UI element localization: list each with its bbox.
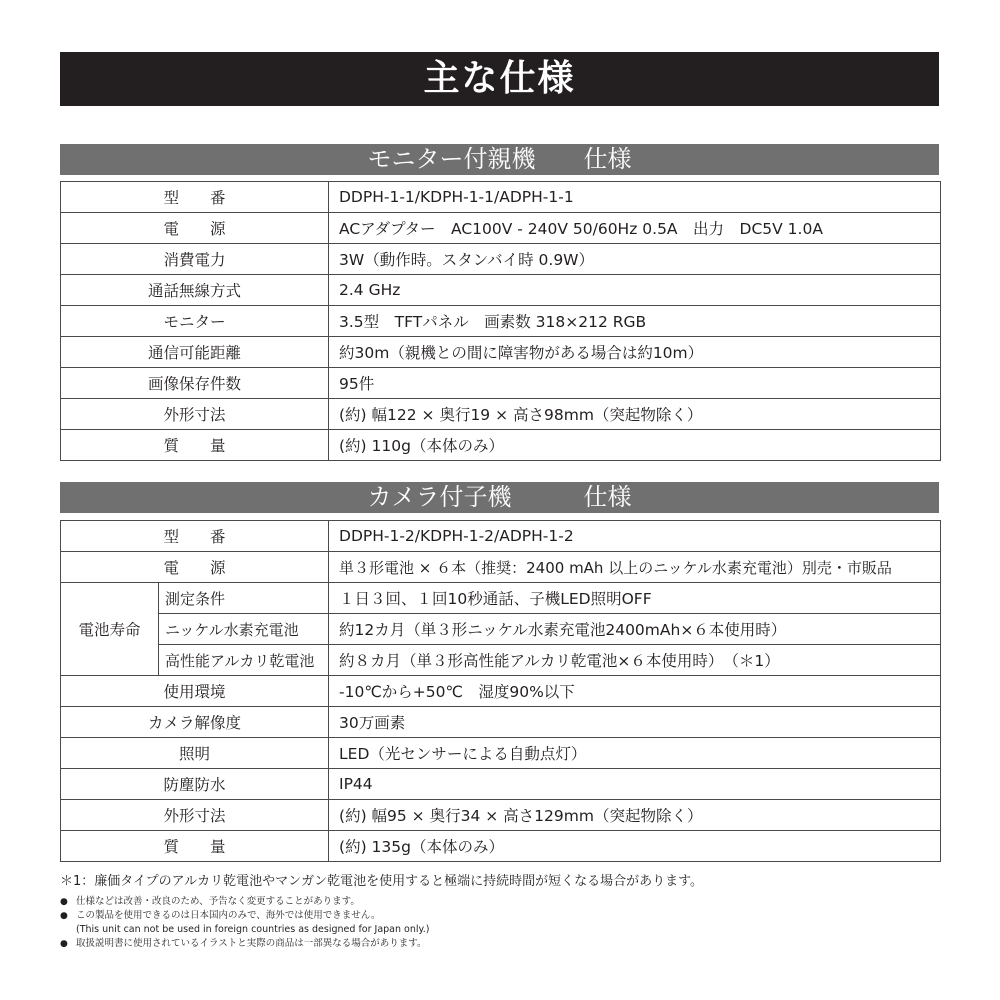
table-row — [61, 182, 941, 213]
table-row — [61, 769, 941, 800]
spec-value: IP44 — [329, 769, 941, 800]
table-row — [61, 583, 941, 614]
table-row — [61, 213, 941, 244]
table-row — [61, 368, 941, 399]
spec-label: 画像保存件数 — [61, 368, 329, 399]
spec-label: 外形寸法 — [61, 800, 329, 831]
spec-value: (約) 135g（本体のみ） — [329, 831, 941, 862]
monitor-spec-table — [60, 181, 941, 461]
spec-value: 約30m（親機との間に障害物がある場合は約10m） — [329, 337, 941, 368]
spec-label: 外形寸法 — [61, 399, 329, 430]
spec-sublabel: 測定条件 — [159, 583, 329, 614]
spec-value: 3.5型 TFTパネル 画素数 318×212 RGB — [329, 306, 941, 337]
spec-value: 約８カ月（単３形高性能アルカリ乾電池×６本使用時） （＊1） — [329, 645, 941, 676]
spec-label: 通信可能距離 — [61, 337, 329, 368]
spec-value: -10℃から+50℃ 湿度90%以下 — [329, 676, 941, 707]
table-row — [61, 521, 941, 552]
spec-value: １日３回、１回10秒通話、子機LED照明OFF — [329, 583, 941, 614]
spec-value: 単３形電池 × ６本（推奨：2400 mAh 以上のニッケル水素充電池）別売・市販品 — [329, 552, 941, 583]
spec-label: 質 量 — [61, 430, 329, 461]
spec-label: 防塵防水 — [61, 769, 329, 800]
table-row — [61, 430, 941, 461]
note-item — [60, 923, 430, 937]
camera-heading-name: カメラ付子機 — [367, 483, 512, 511]
bullet-icon: ● — [60, 897, 68, 907]
spec-label: 電 源 — [61, 213, 329, 244]
spec-value: DDPH-1-1/KDPH-1-1/ADPH-1-1 — [329, 182, 941, 213]
table-row — [61, 306, 941, 337]
monitor-heading-name: モニター付親機 — [367, 145, 536, 173]
notes-list — [60, 895, 430, 951]
spec-value: 30万画素 — [329, 707, 941, 738]
table-row — [61, 738, 941, 769]
spec-label: 型 番 — [61, 521, 329, 552]
note-text: この製品を使用できるのは日本国内のみで、海外では使用できません。 — [76, 910, 381, 921]
table-row — [61, 337, 941, 368]
page-title: 主な仕様 — [60, 52, 939, 106]
monitor-heading-suffix: 仕様 — [583, 145, 632, 173]
table-row — [61, 275, 941, 306]
spec-value: (約) 幅95 × 奥行34 × 高さ129mm（突起物除く） — [329, 800, 941, 831]
table-row — [61, 552, 941, 583]
spec-label: 型 番 — [61, 182, 329, 213]
note-text: 仕様などは改善・改良のため、予告なく変更することがあります。 — [76, 896, 360, 907]
spec-value: (約) 幅122 × 奥行19 × 高さ98mm（突起物除く） — [329, 399, 941, 430]
spec-label: 消費電力 — [61, 244, 329, 275]
spec-value: 95件 — [329, 368, 941, 399]
footnote: ＊1：廉価タイプのアルカリ乾電池やマンガン乾電池を使用すると極端に持続時間が短くなる場合があります。 — [60, 874, 704, 889]
spec-label: モニター — [61, 306, 329, 337]
spec-value: (約) 110g（本体のみ） — [329, 430, 941, 461]
note-item — [60, 909, 430, 923]
table-row — [61, 676, 941, 707]
bullet-icon: ● — [60, 911, 68, 921]
spec-sublabel: ニッケル水素充電池 — [159, 614, 329, 645]
battery-life-label: 電池寿命 — [61, 583, 159, 676]
spec-value: LED（光センサーによる自動点灯） — [329, 738, 941, 769]
spec-value: ACアダプター AC100V - 240V 50/60Hz 0.5A 出力 DC5V 1.0A — [329, 213, 941, 244]
table-row — [61, 800, 941, 831]
spec-sublabel: 高性能アルカリ乾電池 — [159, 645, 329, 676]
spec-label: 使用環境 — [61, 676, 329, 707]
camera-heading-suffix: 仕様 — [583, 483, 632, 511]
note-text: 取扱説明書に使用されているイラストと実際の商品は一部異なる場合があります。 — [76, 938, 427, 949]
camera-section-heading — [60, 482, 939, 513]
note-item — [60, 937, 430, 951]
spec-value: 3W（動作時。スタンバイ時 0.9W） — [329, 244, 941, 275]
table-row — [61, 614, 941, 645]
spec-label: 通話無線方式 — [61, 275, 329, 306]
spec-label: 照明 — [61, 738, 329, 769]
spec-value: DDPH-1-2/KDPH-1-2/ADPH-1-2 — [329, 521, 941, 552]
note-item — [60, 895, 430, 909]
table-row — [61, 831, 941, 862]
bullet-icon: ● — [60, 939, 68, 949]
table-row — [61, 399, 941, 430]
monitor-section-heading — [60, 144, 939, 175]
table-row — [61, 707, 941, 738]
table-row — [61, 244, 941, 275]
camera-spec-table — [60, 520, 941, 862]
spec-label: カメラ解像度 — [61, 707, 329, 738]
note-text: (This unit can not be used in foreign countries as designed for Japan only.) — [76, 924, 430, 935]
spec-value: 約12カ月（単３形ニッケル水素充電池2400mAh×６本使用時） — [329, 614, 941, 645]
table-row — [61, 645, 941, 676]
spec-label: 電 源 — [61, 552, 329, 583]
spec-value: 2.4 GHz — [329, 275, 941, 306]
spec-label: 質 量 — [61, 831, 329, 862]
